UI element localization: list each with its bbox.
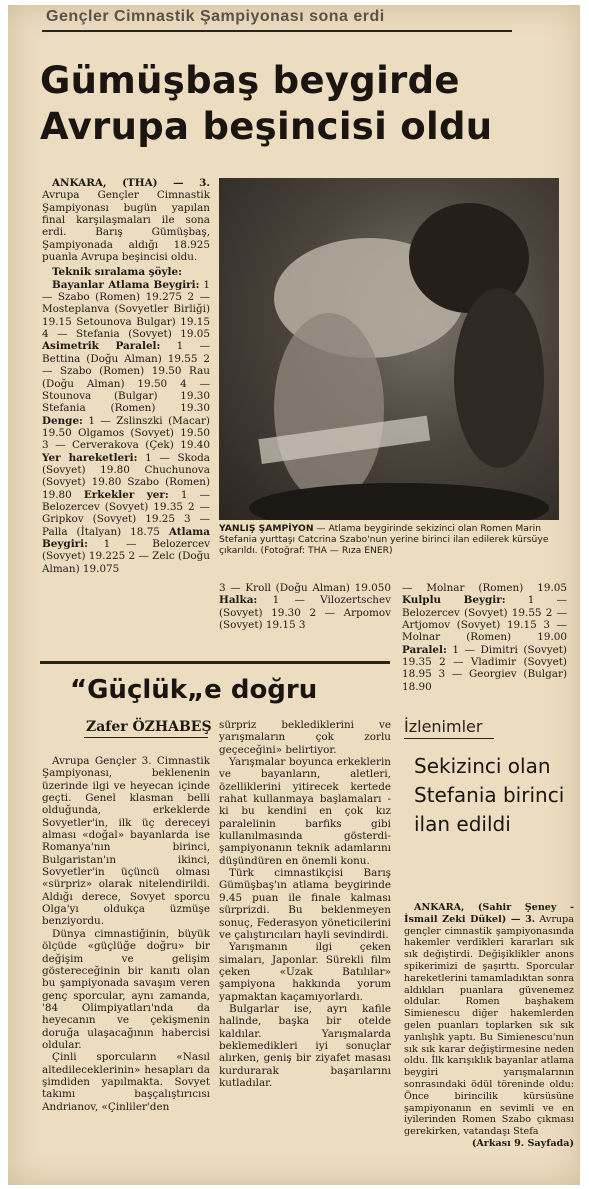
headline [40,58,570,150]
headline-line-2: Avrupa beşincisi oldu [40,105,493,148]
column2-paragraph-4: Yarışmanın ilgi çeken simaları, Japonlar. Sürekli film çeken «Uzak Batılılar» şampiyona hakkında yorum yapmaktan kaçamıyorlardı. [219,941,391,1003]
headline-line-1: Gümüşbaş beygirde [40,59,460,102]
kicker: Gençler Cimnastik Şampiyonası sona erdi [46,8,385,25]
column-body-right [219,719,391,1089]
lead-body: Avrupa Gençler Cimnastik Şampiyonası bugün yapılan final karşılaşmaları ile sona erdi. Barış Gümüşbaş, Şampiyonada aldığı 18.925 puanla Avrupa beşincisi oldu. [42,189,210,264]
mid-right-text: — Molnar (Romen) 19.05 [402,582,567,594]
column2-paragraph-5: Bulgarlar ise, ayrı kafile halinde, başka bir otelde kaldılar. Yarışmalarda beklemedikleri iyi sonuçlar alırken, geniş bir ziyafet masası kurdurarak başarılarını kutladılar. [219,1002,391,1089]
column-title: “Güçlük„e doğru [70,675,318,705]
results-middle-right [402,582,567,693]
section-divider [40,661,390,664]
beam-results: 1 — Zslinszki (Macar) 19.50 Olgamos (Sovyet) 19.50 3 — Cerverakova (Çek) 19.40 [42,414,210,452]
column2-paragraph-3: Türk cimnastikçisi Barış Gümüşbaş'ın atlama beygirinde 9.45 puan ile finale kalması sürprizdi. Bu beklenmeyen sonuç, Federasyon yöneticilerini ve çalıştırıcıları hayli sevindirdi. [219,867,391,941]
women-vault-results: 1 — Szabo (Romen) 19.275 2 — Mosteplanva (Sovyetler Birliği) 19.15 Setounova Bulgar) 19.15 4 — Stefania (Sovyet) 19.05 [42,278,210,341]
men-floor-label: Erkekler yer: [83,488,169,501]
sidebar-dateline: ANKARA, (Sahir Şeney - İsmail Zeki Dükel) — 3. [404,902,574,925]
floor-results: 1 — Skoda (Sovyet) 19.80 Chuchunova (Sovyet) 19.80 Szabo (Romen) 19.80 [42,451,211,501]
byline-rule [84,737,208,738]
kicker-rule [42,30,512,32]
parallel-results: 1 — Dimitri (Sovyet) 19.35 2 — Vladimir (Sovyet) 18.95 3 — Georgiev (Bulgar) 18.90 [402,643,567,693]
beam-label: Denge: [42,414,83,427]
men-vault-label: Atlama Beygiri: [42,525,210,550]
sidebar-title: Sekizinci olan Stefania birinci ilan edildi [414,754,565,836]
uneven-bars-results: 1 — Bettina (Doğu Alman) 19.55 2 — Szabo (Romen) 19.50 Rau (Doğu Alman) 19.50 4 — Stounova (Bulgar) 19.30 Stefania (Romen) 19.30 [42,340,210,415]
sidebar-label: İzlenimler [404,717,483,736]
column2-paragraph-1: sürpriz beklediklerini ve yarışmaların çok zorlu geçeceğini» belirtiyor. [219,719,391,756]
floor-label: Yer hareketleri: [42,451,138,464]
column2-paragraph-2: Yarışmalar boyunca erkeklerin ve bayanların, aletleri, özelliklerini yitirecek kertede rahat kullanmaya başlamaları -ki bu kendini en çok kız paralelinin barfiks gibi kullanılmasında gösterdi- şampiyonanın teknik adamlarını düşündüren en önemli konu. [219,756,391,867]
rankings-heading: Teknik sıralama şöyle: [52,266,182,279]
photo-caption [219,523,564,556]
men-vault-results: 1 — Belozercev (Sovyet) 19.225 2 — Zelc (Doğu Alman) 19.075 [42,537,210,575]
women-vault-label: Bayanlar Atlama Beygiri: [52,278,200,291]
parallel-label: Paralel: [402,643,447,656]
rings-results: 1 — Vilozertschev (Sovyet) 19.30 2 — Arpomov (Sovyet) 19.15 3 [219,594,391,632]
gymnast-photo [219,178,559,520]
caption-text: — Atlama beygirinde sekizinci olan Romen Marin Stefania yurttaşı Catcrina Szabo'nun yerine birinci ilan edilerek kürsüye çıkarıldı. (Fotoğraf: THA — Rıza ENER) [219,523,549,556]
sidebar-body [404,902,574,1150]
lead-column [42,177,210,575]
lead-dateline: ANKARA, (THA) — 3. [52,177,210,189]
column-paragraph-1: Avrupa Gençler 3. Cimnastik Şampiyonası, beklenenin üzerinde ilgi ve heyecan içinde geçti. Genel klasman belli olduğunda, erkeklerde Sovyetler'in, ilk üç dereceyi alması «doğal» bayanlarda ise Romanya'nın birinci, Bulgaristan'ın ikinci, Sovyetler'in üçüncü olması «sürpriz» olarak nitelendirildi. Aldığı derece, Sovyet sporcu Olga'yı oldukça üzmüşe benziyordu. [42,755,210,928]
mid-left-text: 3 — Kroll (Doğu Alman) 19.050 [219,582,391,594]
sidebar-text: Avrupa gençler cimnastik şampiyonasında hakemler verdikleri kararları sık sık değiştirdi. Değişiklikler anons spikerimizi de şaşırttı. Sporcular hareketlerini tamamladıktan sonra aldıkları puanlara güvenemez oldular. Romen başhakem Simienescu diğer hakemlerden gelen puanları toplarken sık sık yanlışlık yaptı. Bu Simienescu'nun sık sık karar değiştirmesine neden oldu. İlk karışıklık bayanlar atlama beygiri yarışmalarının sonrasındaki ödül töreninde oldu: Önce birincilik kürsüsüne şampiyonanın en sevimli ve en iyilerinden Romen Szabo çıkması gerekirken, vatandaşı Stefa [404,913,574,1138]
column-paragraph-2: Dünya cimnastiğinin, büyük ölçüde «güçlüğe doğru» bir değişim ve gelişim göstereceğinin bir kanıtı olan bu şampiyonada savaşım veren genç sporcular, aynı zamanda, '84 Olimpiyatları'nda da heyecanın ve çekişmenin doruğa ulaşacağının habercisi oldular. [42,927,210,1051]
uneven-bars-label: Asimetrik Paralel: [42,340,161,353]
rings-label: Halka: [219,594,258,607]
pommel-label: Kulplu Beygir: [402,594,506,607]
men-floor-results: 1 — Belozercev (Sovyet) 19.35 2 — Gripkov (Sovyet) 19.25 3 — Palla (İtalyan) 18.75 [42,488,211,538]
caption-lead: YANLIŞ ŞAMPİYON [219,523,314,534]
results-middle-left [219,582,391,631]
pommel-results: 1 — Belozercev (Sovyet) 19.55 2 — Artjomov (Sovyet) 19.15 3 — Molnar (Romen) 19.00 [402,594,567,644]
photo-shapes [219,178,559,520]
column-byline: Zafer ÖZHABEŞ [86,719,212,735]
sidebar-continued: (Arkası 9. Sayfada) [471,1137,574,1149]
sidebar-label-rule [404,738,494,739]
column-body-left [42,755,210,1113]
column-paragraph-3: Çinli sporcuların «Nasıl altedileceklerinin» hesapları da şimdiden yapılmakta. Sovyet takımı başçalıştırıcısı Andrianov, «Çinliler'den [42,1051,210,1113]
